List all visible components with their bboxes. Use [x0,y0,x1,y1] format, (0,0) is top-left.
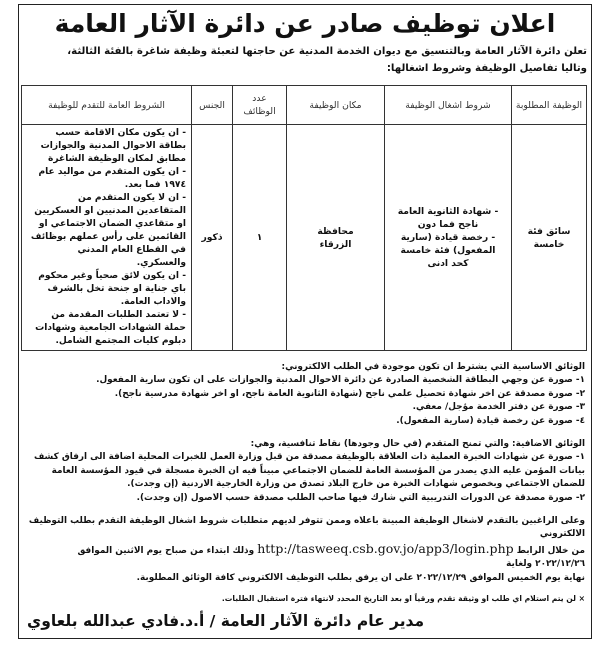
application-line-1: وعلى الراغبين بالتقدم لاشغال الوظيفة المبينة باعلاه وممن تتوفر لديهم متطلبات شروط اشغال الوظيفة التقدم بطلب التوظيف الالكتروني [28,516,585,540]
basic-document-item: ١- صورة عن وجهي البطاقة الشخصية الصادرة عن دائرة الاحوال المدنية والجوازات على ان تكون سارية المفعول. [96,375,585,386]
cell-gender: ذكور [192,125,233,351]
header-general-conditions: الشروط العامة للتقدم للوظيفة [22,86,192,125]
condition-item: - ان يكون مكان الاقامة حسب بطاقة الاحوال المدنية والجوازات مطابق لمكان الوظيفة الشاغرة [40,128,186,164]
application-link-prefix: من خلال الرابط [516,545,585,556]
additional-document-item: ١- صورة عن شهادات الخبرة العملية ذات العلاقة بالوظيفة مصدقة من قبل وزارة العمل للخبرات المحلية اضافة الى ارفاق كشف بيانات المؤمن عليه الذي يصدر من المؤسسة العامة للضمان الاجتماعي مبيناً فيه ان الخبرة مسجلة في قيود المؤسسة العامة للضمان الاجتماعي وبخصوص شهادات الخبرة من خارج البلاد تصدق من وزارة الخارجية الاردنية (إن وجدت). [33,452,585,490]
signature: مدير عام دائرة الآثار العامة / أ.د.فادي عبدالله بلعاوي [27,612,425,631]
table-row [22,125,587,351]
condition-item: - ان لا يكون المتقدم من المتقاعدين المدنيين او العسكريين او متقاعدي الضمان الاجتماعي او القائمين على رأس عملهم بوظائف في القطاع العام المدني والعسكري. [30,193,186,268]
basic-document-item: ٣- صورة عن دفتر الخدمة مؤجل/ معفي. [412,402,585,413]
basic-document-item: ٤- صورة عن رخصة قيادة (سارية المفعول). [396,415,585,426]
header-location: مكان الوظيفة [287,86,385,125]
additional-documents-heading: الوثائق الاضافية: والتي تمنح المتقدم (في حال وجودها) نقاط تنافسية، وهي: [250,439,585,450]
basic-documents-heading: الوثائق الاساسية التي يشترط ان تكون موجودة في الطلب الالكتروني: [281,362,585,372]
condition-item: - ان يكون المتقدم من مواليد عام ١٩٧٤ فما بعد. [38,167,186,190]
header-gender: الجنس [192,86,233,125]
requirement-item: - رخصة قيادة (سارية المفعول) فئة خامسة كحد ادنى [400,232,496,269]
cell-location: محافظة الزرقاء [287,125,385,351]
application-line-2 [25,542,585,572]
intro-line-2: وتاليا تفاصيل الوظيفة وشروط اشغالها: [386,63,587,74]
jobs-table [21,85,587,351]
table-header-row [22,86,587,125]
deadline-note: × لن يتم استلام اي طلب او وثيقة تقدم ورقياً او بعد التاريخ المحدد لانتهاء فترة استقبال الطلبات. [221,594,585,604]
condition-item: - ان يكون لائق صحياً وغير محكوم باي جناية او جنحة تخل بالشرف والاداب العامة. [38,271,186,307]
requirement-item: - شهادة الثانوية العامة ناجح فما دون [397,206,499,230]
basic-documents-section [25,361,585,428]
application-line-3: نهاية يوم الخميس الموافق ٢٠٢٢/١٢/٢٩ على ان يرفق بطلب التوظيف الالكتروني كافة الوثائق المطلوبة. [136,572,585,583]
intro-line-1: تعلن دائرة الآثار العامة وبالتنسيق مع ديوان الخدمة المدنية عن حاجتها لتعبئة وظيفة شاغرة بالفئة الثالثة، [67,46,587,57]
cell-general-conditions [22,125,192,351]
header-job: الوظيفة المطلوبة [512,86,587,125]
header-requirements: شروط اشغال الوظيفة [385,86,512,125]
announcement-frame [18,4,592,639]
header-count: عدد الوظائف [233,86,287,125]
additional-document-item: ٢- صورة مصدقة عن الدورات التدريبية التي شارك فيها صاحب الطلب مصدقة حسب الاصول (إن وجدت). [136,492,585,503]
application-section [25,515,585,585]
basic-document-item: ٢- صورة مصدقة عن اخر شهادة تحصيل علمي ناجح (شهادة الثانوية العامة ناجح، او اخر شهادة مدرسية ناجح). [114,388,585,399]
additional-documents-section [25,438,585,505]
condition-item: - لا تعتمد الطلبات المقدمة من حملة الشهادات الجامعية وشهادات دبلوم كليات المجتمع الشامل. [35,310,186,346]
application-url-link[interactable]: http://tasweeq.csb.gov.jo/app3/login.php [257,540,514,556]
intro-text [19,43,591,77]
announcement-title: اعلان توظيف صادر عن دائرة الآثار العامة [54,9,556,38]
cell-job: سائق فئة خامسة [512,125,587,351]
application-dates-start: وذلك ابتداء من صباح يوم الاثنين الموافق ٢٠٢٢/١٢/٢٦ ولغاية [77,545,585,570]
cell-count: ١ [233,125,287,351]
cell-requirements [385,125,512,351]
